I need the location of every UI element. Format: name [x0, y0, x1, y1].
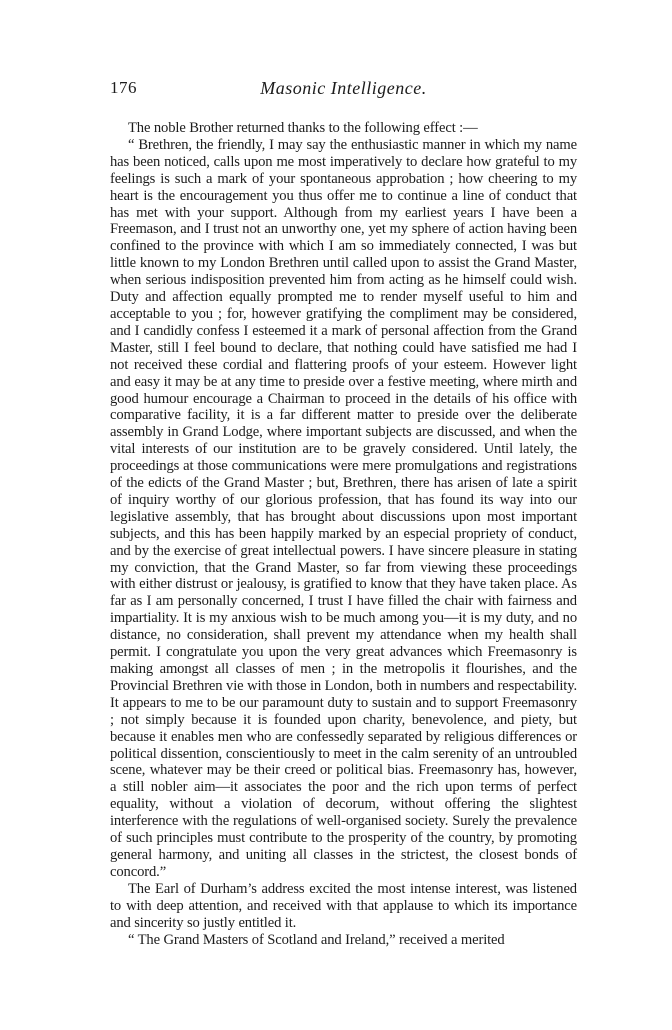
- paragraph-speech: “ Brethren, the friendly, I may say the enthusiastic manner in which my name has been noticed, calls upon me most imperatively to declare how grateful to my feelings is such a mark of your spontaneous approbation ; how cheering to my heart is the encouragement you thus offer me to continue a line of conduct that has met with your support. Although from my earliest years I have been a Freemason, and I trust not an unworthy one, yet my sphere of action having been confined to the province with which I am so immediately connected, I was but little known to my London Brethren until called upon to assist the Grand Master, when serious indisposition prevented him from acting as he himself could wish. Duty and affection equally prompted me to render myself useful to him and acceptable to you ; for, however gratifying the compliment may be considered, and I candidly confess I esteemed it a mark of personal affection from the Grand Master, still I feel bound to declare, that nothing could have satisfied me had I not received these cordial and flattering proofs of your esteem. However light and easy it may be at any time to preside over a festive meeting, where mirth and good humour encourage a Chairman to proceed in the details of his office with comparative facility, it is a far different matter to preside over the deliberate assembly in Grand Lodge, where important subjects are discussed, and when the vital interests of our institution are to be gravely considered. Until lately, the proceedings at those communications were mere promulgations and registrations of the edicts of the Grand Master ; but, Brethren, there has arisen of late a spirit of inquiry worthy of our glorious profession, that has found its way into our legislative assembly, that has brought about discussions upon most important subjects, and this has been happily marked by an especial propriety of conduct, and by the exercise of great intellectual powers. I have sincere pleasure in stating my conviction, that the Grand Master, so far from viewing these proceedings with either distrust or jealousy, is gratified to know that they have taken place. As far as I am personally concerned, I trust I have filled the chair with fairness and impartiality. It is my anxious wish to be much among you—it is my duty, and no distance, no consideration, shall prevent my attendance when my health shall permit. I congratulate you upon the very great advances which Freemasonry is making amongst all classes of men ; in the metropolis it flourishes, and the Provincial Brethren vie with those in London, both in numbers and respectability. It appears to me to be our paramount duty to sustain and to support Freemasonry ; not simply because it is founded upon charity, benevolence, and piety, but because it enables men who are confessedly separated by religious differences or political dissention, conscientiously to meet in the calm serenity of an untroubled scene, whatever may be their creed or political bias. Freemasonry has, however, a still nobler aim—it associates the poor and the rich upon terms of perfect equality, without a violation of decorum, without offering the slightest interference with the regulations of well-organised society. Surely the prevalence of such principles must contribute to the prosperity of the country, by promoting general harmony, and uniting all classes in the strictest, the closest bonds of concord.”: [110, 136, 577, 880]
- running-head: Masonic Intelligence.: [260, 78, 427, 98]
- paragraph-reception: The Earl of Durham’s address excited the most intense interest, was listened to with deep attention, and received with that applause to which its importance and sincerity so justly entitled it.: [110, 880, 577, 931]
- page-number: 176: [110, 78, 137, 97]
- paragraph-intro: The noble Brother returned thanks to the following effect :—: [128, 120, 478, 136]
- body-text: [110, 120, 577, 948]
- paragraph-toast: “ The Grand Masters of Scotland and Ireland,” received a merited: [128, 931, 505, 948]
- page-header: [110, 78, 577, 106]
